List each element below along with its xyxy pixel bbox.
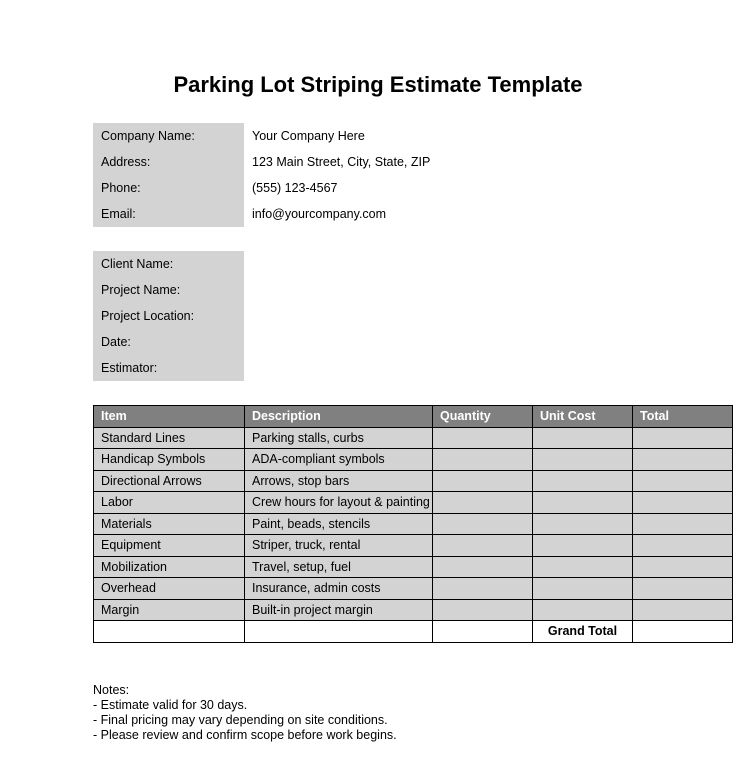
table-row [94, 513, 733, 535]
unit-cost-cell[interactable] [533, 513, 633, 535]
description-cell: ADA-compliant symbols [245, 449, 433, 471]
total-cell[interactable] [633, 513, 733, 535]
header-quantity: Quantity [433, 406, 533, 428]
email-value: info@yourcompany.com [252, 207, 387, 221]
address-value: 123 Main Street, City, State, ZIP [252, 155, 431, 169]
estimate-table [93, 405, 733, 643]
note-line: - Please review and confirm scope before work begins. [93, 728, 397, 742]
quantity-cell[interactable] [433, 578, 533, 600]
note-line: - Final pricing may vary depending on site conditions. [93, 713, 388, 727]
total-cell[interactable] [633, 535, 733, 557]
unit-cost-cell[interactable] [533, 427, 633, 449]
grand-total-value[interactable] [633, 621, 733, 643]
unit-cost-cell[interactable] [533, 578, 633, 600]
description-cell: Striper, truck, rental [245, 535, 433, 557]
project-name-label: Project Name: [93, 277, 244, 303]
quantity-cell[interactable] [433, 556, 533, 578]
empty-cell [245, 621, 433, 643]
item-cell: Materials [94, 513, 245, 535]
date-label: Date: [93, 329, 244, 355]
company-name-row [93, 123, 430, 149]
unit-cost-cell[interactable] [533, 470, 633, 492]
unit-cost-cell[interactable] [533, 599, 633, 621]
table-row [94, 599, 733, 621]
notes-section [93, 683, 397, 743]
company-name-label: Company Name: [93, 123, 244, 149]
total-cell[interactable] [633, 578, 733, 600]
table-row [94, 578, 733, 600]
quantity-cell[interactable] [433, 427, 533, 449]
email-row [93, 201, 430, 227]
description-cell: Crew hours for layout & painting [245, 492, 433, 514]
header-total: Total [633, 406, 733, 428]
page-title: Parking Lot Striping Estimate Template [173, 72, 583, 97]
table-row [94, 535, 733, 557]
header-item: Item [94, 406, 245, 428]
table-row [94, 492, 733, 514]
note-line: - Estimate valid for 30 days. [93, 698, 248, 712]
empty-cell [94, 621, 245, 643]
description-cell: Parking stalls, curbs [245, 427, 433, 449]
table-row [94, 470, 733, 492]
description-cell: Arrows, stop bars [245, 470, 433, 492]
client-name-row [93, 251, 252, 277]
grand-total-row [94, 621, 733, 643]
item-cell: Equipment [94, 535, 245, 557]
item-cell: Labor [94, 492, 245, 514]
quantity-cell[interactable] [433, 492, 533, 514]
client-info-block [93, 251, 252, 381]
total-cell[interactable] [633, 556, 733, 578]
header-unit-cost: Unit Cost [533, 406, 633, 428]
item-cell: Handicap Symbols [94, 449, 245, 471]
description-cell: Travel, setup, fuel [245, 556, 433, 578]
address-row [93, 149, 430, 175]
item-cell: Margin [94, 599, 245, 621]
total-cell[interactable] [633, 492, 733, 514]
description-cell: Built-in project margin [245, 599, 433, 621]
date-row [93, 329, 252, 355]
description-cell: Paint, beads, stencils [245, 513, 433, 535]
item-cell: Directional Arrows [94, 470, 245, 492]
header-description: Description [245, 406, 433, 428]
table-row [94, 449, 733, 471]
phone-row [93, 175, 430, 201]
quantity-cell[interactable] [433, 513, 533, 535]
company-info-block [93, 123, 430, 227]
description-cell: Insurance, admin costs [245, 578, 433, 600]
project-location-row [93, 303, 252, 329]
table-row [94, 427, 733, 449]
table-header-row [94, 406, 733, 428]
address-label: Address: [93, 149, 244, 175]
quantity-cell[interactable] [433, 470, 533, 492]
project-name-row [93, 277, 252, 303]
quantity-cell[interactable] [433, 449, 533, 471]
unit-cost-cell[interactable] [533, 492, 633, 514]
unit-cost-cell[interactable] [533, 535, 633, 557]
empty-cell [433, 621, 533, 643]
grand-total-label: Grand Total [533, 621, 633, 643]
estimator-row [93, 355, 252, 381]
unit-cost-cell[interactable] [533, 556, 633, 578]
phone-value: (555) 123-4567 [252, 181, 338, 195]
total-cell[interactable] [633, 427, 733, 449]
table-row [94, 556, 733, 578]
notes-heading: Notes: [93, 683, 130, 697]
item-cell: Mobilization [94, 556, 245, 578]
total-cell[interactable] [633, 599, 733, 621]
company-name-value: Your Company Here [252, 129, 365, 143]
phone-label: Phone: [93, 175, 244, 201]
client-name-label: Client Name: [93, 251, 244, 277]
email-label: Email: [93, 201, 244, 227]
quantity-cell[interactable] [433, 599, 533, 621]
item-cell: Standard Lines [94, 427, 245, 449]
total-cell[interactable] [633, 470, 733, 492]
estimator-label: Estimator: [93, 355, 244, 381]
project-location-label: Project Location: [93, 303, 244, 329]
total-cell[interactable] [633, 449, 733, 471]
item-cell: Overhead [94, 578, 245, 600]
quantity-cell[interactable] [433, 535, 533, 557]
unit-cost-cell[interactable] [533, 449, 633, 471]
